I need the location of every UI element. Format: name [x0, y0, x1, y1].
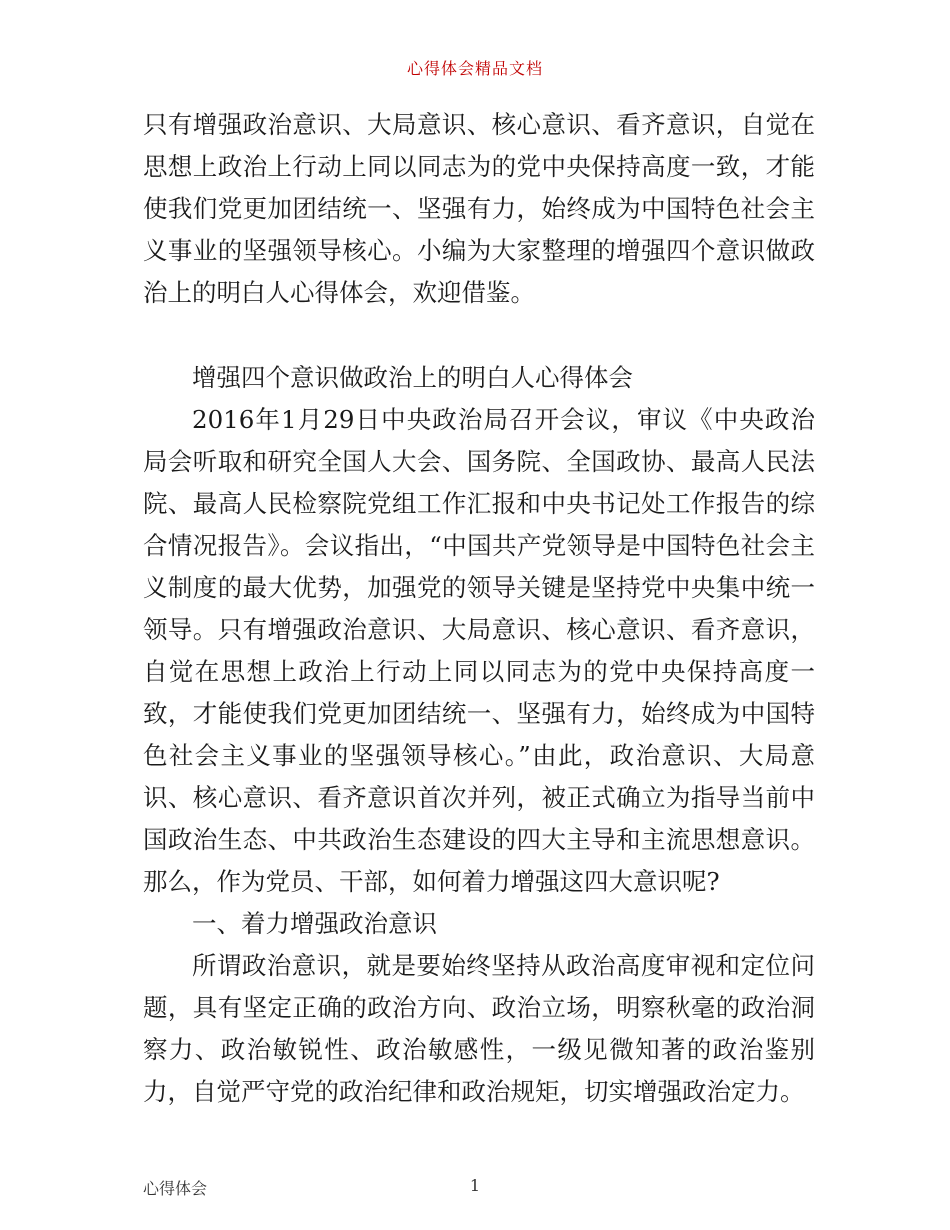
body-paragraph-2: 所谓政治意识，就是要始终坚持从政治高度审视和定位问题，具有坚定正确的政治方向、政治立场，明察秋毫的政治洞察力、政治敏锐性、政治敏感性，一级见微知著的政治鉴别力，自觉严守党的政治纪律和政治规矩，切实增强政治定力。 — [143, 951, 815, 1106]
footer-label: 心得体会 — [143, 1179, 208, 1198]
article-title: 增强四个意识做政治上的明白人心得体会 — [192, 363, 633, 392]
document-header-title: 心得体会精品文档 — [406, 59, 543, 78]
section-heading-1: 一、着力增强政治意识 — [192, 909, 437, 938]
paragraph-spacer — [143, 314, 815, 357]
intro-paragraph: 只有增强政治意识、大局意识、核心意识、看齐意识，自觉在思想上政治上行动上同以同志为的党中央保持高度一致，才能使我们党更加团结统一、坚强有力，始终成为中国特色社会主义事业的坚强领导核心。小编为大家整理的增强四个意识做政治上的明白人心得体会，欢迎借鉴。 — [143, 110, 815, 307]
page-number: 1 — [469, 1176, 481, 1195]
body-paragraph-1: 2016年1月29日中央政治局召开会议，审议《中央政治局会听取和研究全国人大会、国务院、全国政协、最高人民法院、最高人民检察院党组工作汇报和中央书记处工作报告的综合情况报告》。会议指出，“中国共产党领导是中国特色社会主义制度的最大优势，加强党的领导关键是坚持党中央集中统一领导。只有增强政治意识、大局意识、核心意识、看齐意识，自觉在思想上政治上行动上同以同志为的党中央保持高度一致，才能使我们党更加团结统一、坚强有力，始终成为中国特色社会主义事业的坚强领导核心。”由此，政治意识、大局意识、核心意识、看齐意识首次并列，被正式确立为指导当前中国政治生态、中共政治生态建设的四大主导和主流思想意识。那么，作为党员、干部，如何着力增强这四大意识呢? — [143, 405, 815, 896]
document-body — [143, 104, 815, 1113]
